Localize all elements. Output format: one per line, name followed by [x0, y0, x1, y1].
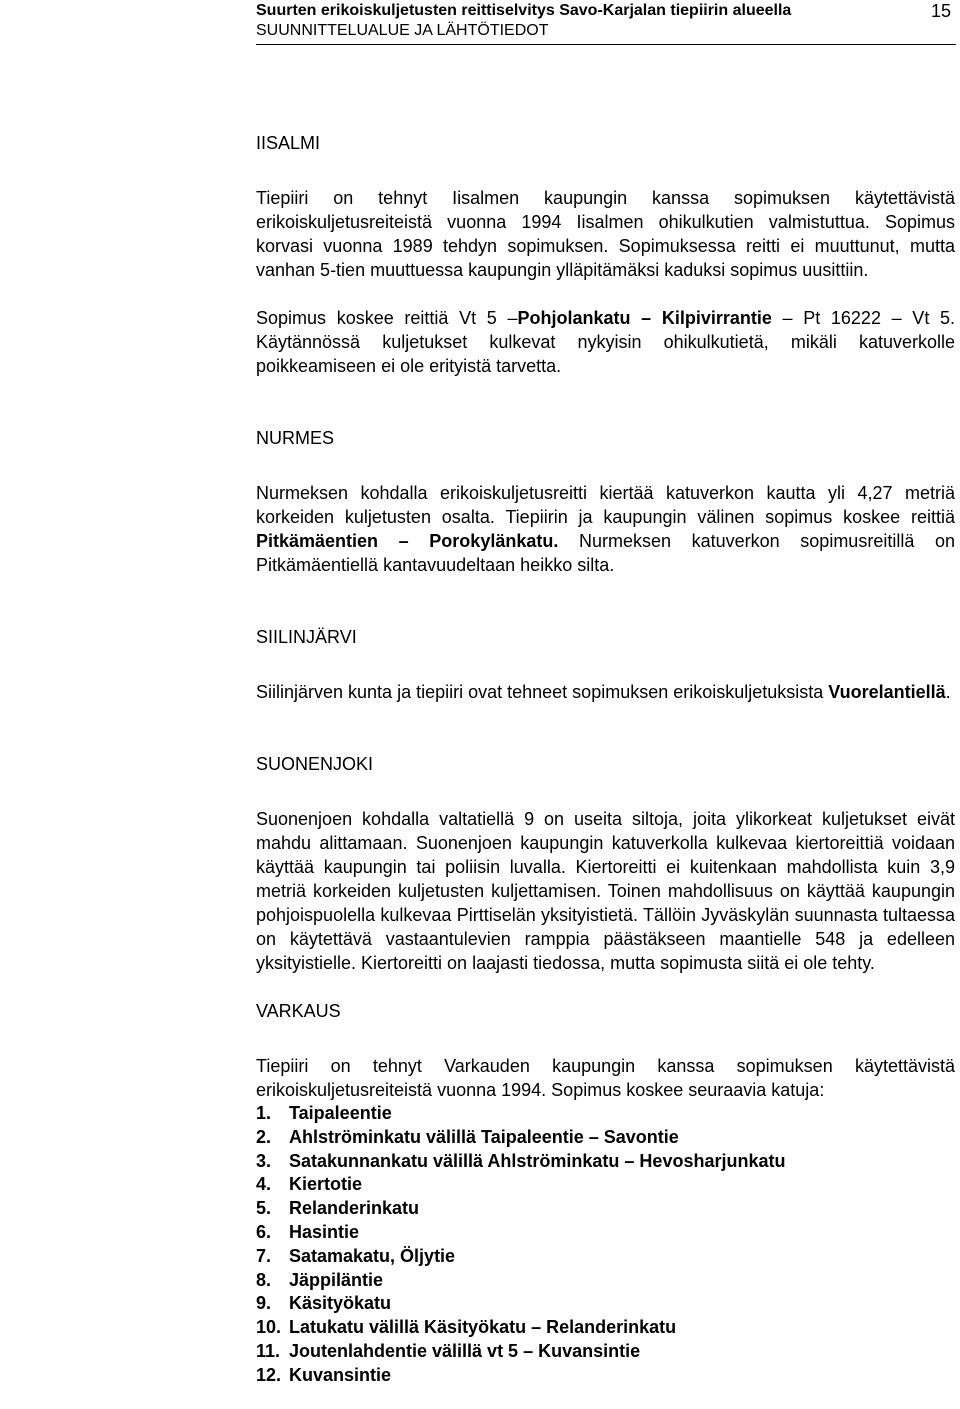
list-item-text: Hasintie — [289, 1221, 360, 1242]
iisalmi-paragraph-2 — [256, 306, 955, 378]
iisalmi-paragraph-1: Tiepiiri on tehnyt Iisalmen kaupungin kanssa sopimuksen käytettävistä erikoiskuljetusreiteistä vuonna 1994 Iisalmen ohikulkutien valmistuttua. Sopimus korvasi vuonna 1989 tehdyn sopimuksen. Sopimuksessa reitti ei muuttunut, mutta vanhan 5-tien muuttuessa kaupungin ylläpitämäksi kaduksi sopimus uusittiin. — [256, 188, 955, 280]
document-body — [256, 131, 955, 1388]
list-item-text: Taipaleentie — [289, 1103, 392, 1123]
list-item-text: Jäppiläntie — [289, 1269, 384, 1290]
list-item-text: Latukatu välillä Käsityökatu – Relanderinkatu — [289, 1317, 677, 1338]
siilinjarvi-text-a: Siilinjärven kunta ja tiepiiri ovat tehneet sopimuksen erikoiskuljetuksista — [256, 682, 829, 702]
list-item — [256, 1126, 955, 1150]
list-item-number: 8. — [256, 1269, 272, 1290]
list-item-number: 2. — [256, 1126, 272, 1147]
section-heading-nurmes: NURMES — [256, 428, 335, 448]
header-title: Suurten erikoiskuljetusten reittiselvitys Savo-Karjalan tiepiirin alueella — [256, 2, 792, 19]
section-heading-varkaus: VARKAUS — [256, 1001, 341, 1021]
list-item — [256, 1221, 955, 1245]
iisalmi-p2-text-c: – Pt 16222 – Vt 5. Käytännössä kuljetukset kulkevat nykyisin ohikulkutietä, mikäli katuverkolle poikkeamiseen ei ole erityistä tarvetta. — [256, 308, 955, 376]
list-item-text: Joutenlahdentie välillä vt 5 – Kuvansintie — [289, 1340, 641, 1361]
list-item — [256, 1292, 955, 1316]
list-item-text: Kiertotie — [289, 1174, 363, 1195]
nurmes-route-streets: Pitkämäentien – Porokylänkatu. — [256, 531, 559, 551]
page-number: 15 — [930, 1, 951, 21]
varkaus-street-list — [256, 1102, 955, 1388]
list-item — [256, 1197, 955, 1221]
list-item-number: 5. — [256, 1198, 272, 1219]
list-item-number: 6. — [256, 1221, 272, 1242]
list-item-text: Käsityökatu — [289, 1293, 392, 1314]
list-item-number: 1. — [256, 1103, 272, 1123]
list-item-number: 12. — [256, 1364, 282, 1385]
section-heading-suonenjoki: SUONENJOKI — [256, 754, 374, 774]
list-item — [256, 1269, 955, 1293]
siilinjarvi-paragraph — [256, 680, 955, 704]
suonenjoki-paragraph: Suonenjoen kohdalla valtatiellä 9 on useita siltoja, joita ylikorkeat kuljetukset eivät mahdu alittamaan. Suonenjoen kaupungin katuverkolla kulkevaa kiertoreittiä voidaan käyttää kaupungin tai poliisin luvalla. Kiertoreitti ei kuitenkaan mahdollista kuin 3,9 metriä korkeiden kuljetusten kuljettamisen. Toinen mahdollisuus on käyttää kaupungin pohjoispuolella kulkevaa Pirttiselän yksityistietä. Tällöin Jyväskylän suunnasta tultaessa on käytettävä vastaantulevien ramppia päästäkseen maantielle 548 ja edelleen yksityistielle. Kiertoreitti on laajasti tiedossa, mutta sopimusta siitä ei ole tehty. — [256, 809, 955, 973]
header-subtitle: SUUNNITTELUALUE JA LÄHTÖTIEDOT — [256, 22, 549, 39]
header-rule — [256, 44, 956, 45]
list-item — [256, 1102, 955, 1126]
list-item — [256, 1150, 955, 1174]
list-item-number: 3. — [256, 1150, 272, 1171]
nurmes-text-a: Nurmeksen kohdalla erikoiskuljetusreitti kiertää katuverkon kautta yli 4,27 metriä korkeiden kuljetusten osalta. Tiepiirin ja kaupungin välinen sopimus koskee reittiä — [256, 483, 955, 527]
list-item — [256, 1245, 955, 1269]
list-item-number: 9. — [256, 1293, 272, 1314]
siilinjarvi-route-street: Vuorelantiellä — [828, 682, 946, 702]
iisalmi-p2-text-a: Sopimus koskee reittiä Vt 5 – — [256, 308, 518, 328]
list-item — [256, 1173, 955, 1197]
siilinjarvi-text-c: . — [945, 682, 951, 702]
section-heading-iisalmi: IISALMI — [256, 133, 321, 153]
list-item-text: Relanderinkatu — [289, 1198, 420, 1219]
list-item-text: Satakunnankatu välillä Ahlströminkatu – Hevosharjunkatu — [289, 1150, 786, 1171]
varkaus-paragraph: Tiepiiri on tehnyt Varkauden kaupungin kanssa sopimuksen käytettävistä erikoiskuljetusreiteistä vuonna 1994. Sopimus koskee seuraavia katuja: — [256, 1056, 955, 1100]
list-item-text: Ahlströminkatu välillä Taipaleentie – Savontie — [289, 1126, 679, 1147]
nurmes-text-c: Nurmeksen katuverkon sopimusreitillä on Pitkämäentiellä kantavuudeltaan heikko silta. — [256, 531, 955, 575]
list-item — [256, 1316, 955, 1340]
list-item-number: 4. — [256, 1174, 272, 1195]
section-heading-siilinjarvi: SIILINJÄRVI — [256, 627, 357, 647]
iisalmi-route-streets: Pohjolankatu – Kilpivirrantie — [517, 308, 772, 328]
list-item — [256, 1364, 955, 1388]
list-item-number: 7. — [256, 1245, 272, 1266]
list-item-text: Satamakatu, Öljytie — [289, 1245, 456, 1266]
nurmes-paragraph — [256, 481, 955, 577]
list-item-text: Kuvansintie — [289, 1364, 392, 1385]
list-item-number: 11. — [256, 1340, 281, 1361]
list-item — [256, 1340, 955, 1364]
list-item-number: 10. — [256, 1317, 282, 1338]
